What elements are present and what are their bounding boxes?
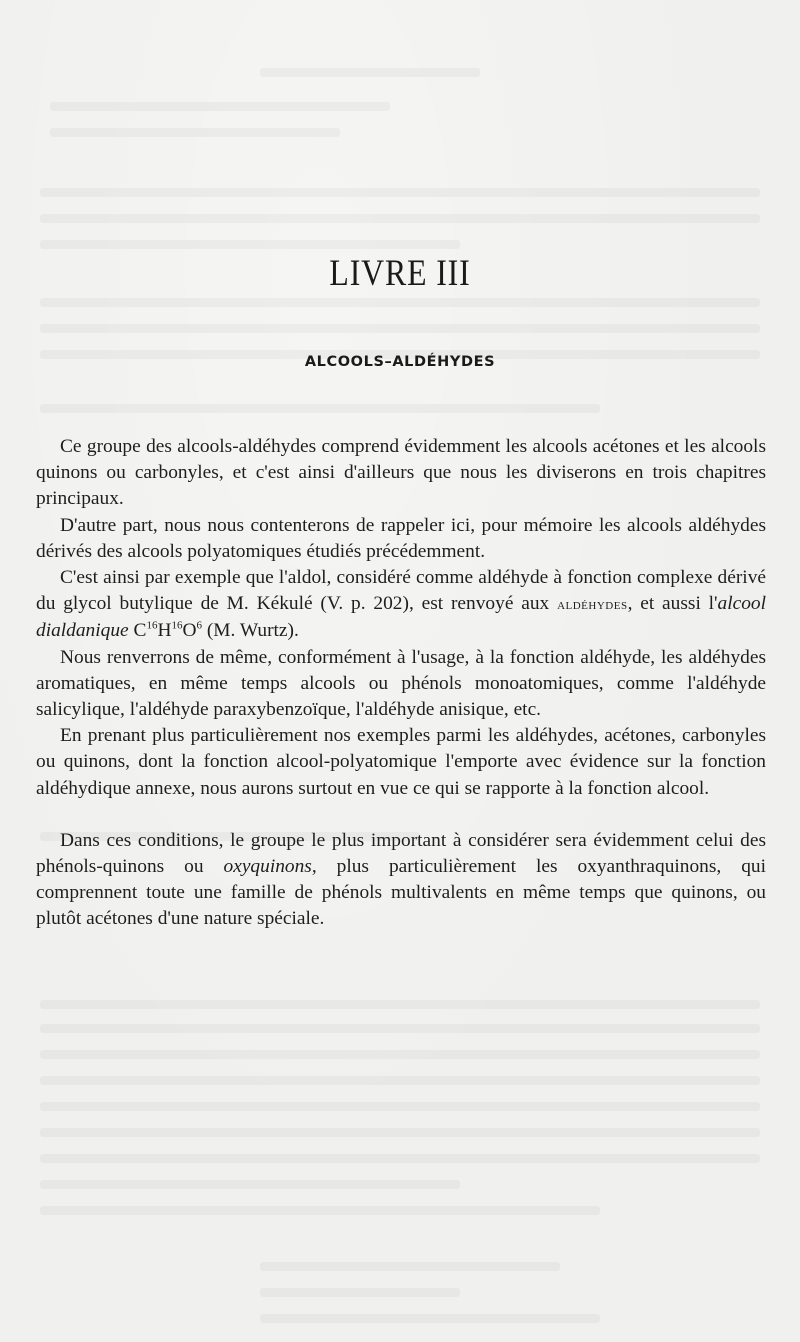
show-through-line (40, 1000, 760, 1009)
show-through-line (40, 214, 760, 223)
paragraph-text: , et aussi l' (627, 593, 718, 615)
chemical-formula (134, 620, 202, 641)
show-through-line (40, 1076, 760, 1085)
formula-subscript: 16 (146, 619, 158, 632)
paragraph-text: , plus particulièrement les oxyanthraquinons, qui comprennent toute une famille de phénols multivalents en même temps que quinons, ou plutôt acétones d'une nature spéciale. (36, 856, 766, 930)
paragraph-text: (M. Wurtz). (201, 620, 299, 642)
show-through-line (40, 404, 600, 413)
show-through-line (260, 1262, 560, 1271)
show-through-line (50, 128, 340, 137)
show-through-line (40, 1050, 760, 1059)
paragraph (36, 565, 766, 645)
show-through-line (40, 188, 760, 197)
show-through-line (40, 298, 760, 307)
show-through-line (50, 102, 390, 111)
show-through-line (260, 1288, 460, 1297)
small-caps-reference: aldéhydes (557, 596, 628, 614)
paragraph: Ce groupe des alcools-aldéhydes comprend évidemment les alcools acétones et les alcools quinons ou carbonyles, et c'est ainsi d'ailleurs que nous les diviserons en trois chapitres principaux. (36, 436, 766, 510)
formula-subscript: 16 (171, 619, 183, 632)
show-through-line (40, 1154, 760, 1163)
show-through-line (40, 1128, 760, 1137)
paragraph: D'autre part, nous nous contenterons de rappeler ici, pour mémoire les alcools aldéhydes dérivés des alcools polyatomiques étudiés précédemment. (36, 514, 766, 562)
italic-term: oxyquinons (223, 856, 312, 878)
paragraph: En prenant plus particulièrement nos exemples parmi les aldéhydes, acétones, carbonyles ou quinons, dont la fonction alcool-polyatomique l'emporte avec évidence sur la fonction aldéhydique annexe, nous aurons surtout en vue ce qui se rapporte à la fonction alcool. (36, 725, 766, 799)
show-through-line (40, 240, 460, 249)
paragraph-text: Dans ces conditions, le groupe le plus important à considérer sera évidemment celui des phénols-quinons ou (36, 829, 766, 878)
paragraph-text: C'est ainsi par exemple que l'aldol, considéré comme aldéhyde à fonction complexe dérivé du glycol butylique de M. Kékulé (V. p. 202), est renvoyé aux (36, 567, 766, 615)
show-through-line (260, 1314, 600, 1323)
show-through-line (40, 1024, 760, 1033)
show-through-line (40, 324, 760, 333)
body-text (36, 434, 766, 933)
formula-subscript: 6 (196, 619, 202, 632)
show-through-line (40, 1206, 600, 1215)
paragraph (36, 828, 766, 933)
section-title: ALCOOLS–ALDÉHYDES (304, 354, 496, 370)
formula-element: C (133, 620, 147, 642)
paragraph: Nous renverrons de même, conformément à l'usage, à la fonction aldéhyde, les aldéhydes aromatiques, en même temps alcools ou phénols monoatomiques, comme l'aldéhyde salicylique, l'aldéhyde paraxybenzoïque, l'aldéhyde anisique, etc. (36, 646, 766, 721)
italic-term: alcool dialdanique (36, 593, 767, 642)
show-through-line (260, 68, 480, 77)
show-through-line (40, 1102, 760, 1111)
formula-element: H (157, 620, 172, 642)
book-title: LIVRE III (329, 253, 471, 294)
formula-element: O (182, 620, 197, 642)
show-through-line (40, 1180, 460, 1189)
